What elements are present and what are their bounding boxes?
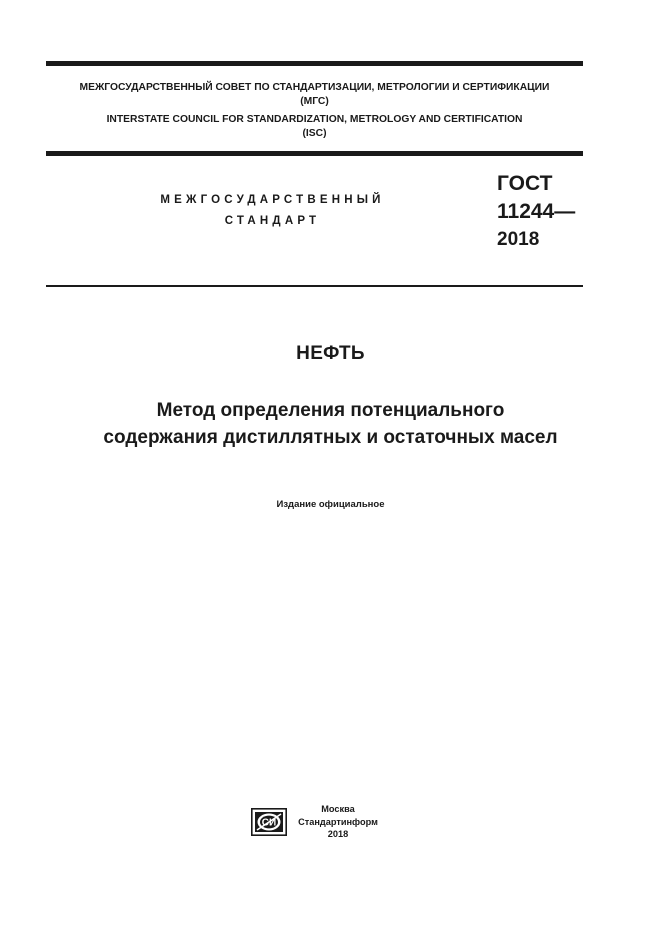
gost-number: 11244—: [497, 200, 576, 223]
council-en-name: INTERSTATE COUNCIL FOR STANDARDIZATION, METROLOGY AND CERTIFICATION: [106, 114, 523, 125]
publisher-city: Москва: [321, 804, 355, 814]
standartinform-logo-icon: [251, 808, 287, 836]
document-subtitle-line1: Метод определения потенциального: [156, 400, 505, 421]
gost-prefix: ГОСТ: [497, 172, 553, 195]
council-en: [46, 113, 583, 141]
logo-text: СИ: [261, 817, 277, 829]
standard-type-label: [120, 190, 425, 232]
bottom-rule: [46, 285, 583, 287]
middle-rule: [46, 151, 583, 156]
standard-type-line2: СТАНДАРТ: [224, 215, 321, 227]
edition-note: Издание официальное: [276, 499, 385, 510]
top-rule: [46, 61, 583, 66]
document-subtitle: [0, 397, 661, 451]
document-title: НЕФТЬ: [296, 343, 365, 364]
council-en-abbr: (ISC): [302, 128, 327, 139]
council-ru-name: МЕЖГОСУДАРСТВЕННЫЙ СОВЕТ ПО СТАНДАРТИЗАЦИИ, МЕТРОЛОГИИ И СЕРТИФИКАЦИИ: [79, 82, 550, 93]
document-subtitle-line2: содержания дистиллятных и остаточных масел: [103, 427, 558, 448]
gost-designation: [497, 170, 575, 254]
gost-year: 2018: [497, 229, 540, 250]
council-ru-abbr: (МГС): [300, 96, 329, 107]
council-ru: [46, 81, 583, 109]
publisher-name: Стандартинформ: [298, 816, 378, 827]
standard-type-line1: МЕЖГОСУДАРСТВЕННЫЙ: [160, 194, 385, 206]
publisher-year: 2018: [327, 829, 349, 839]
publisher-info: [296, 803, 380, 841]
